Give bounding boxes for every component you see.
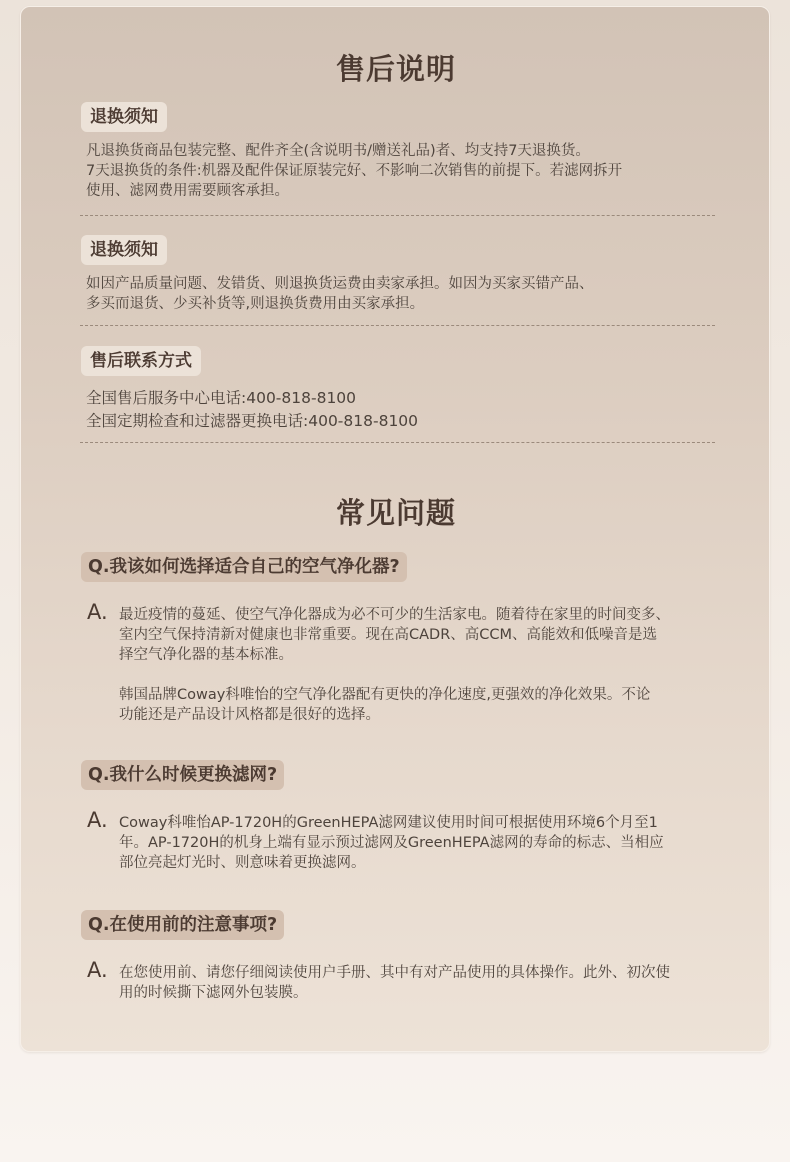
faq-answer: [119, 963, 715, 1003]
text-line: 择空气净化器的基本标准。: [119, 647, 293, 663]
text-line: 部位亮起灯光时、则意味着更换滤网。: [119, 855, 366, 871]
text-line: 韩国品牌Coway科唯怡的空气净化器配有更快的净化速度,更强效的净化效果。不论: [119, 687, 651, 703]
text-line: 多买而退货、少买补货等,则退换货费用由买家承担。: [86, 296, 425, 312]
text-line: 使用、滤网费用需要顾客承担。: [86, 183, 289, 199]
text-line: 如因产品质量问题、发错货、则退换货运费由卖家承担。如因为买家买错产品、: [86, 276, 594, 292]
faq-question: Q.我什么时候更换滤网?: [81, 760, 284, 790]
return-shipping-label: 退换须知: [81, 235, 167, 265]
text-line: 7天退换货的条件:机器及配件保证原装完好、不影响二次销售的前提下。若滤网拆开: [86, 163, 623, 179]
return-policy-label: 退换须知: [81, 102, 167, 132]
return-shipping-text: [86, 274, 686, 314]
contact-text: [86, 387, 686, 433]
faq-title: 常见问题: [335, 496, 456, 530]
contact-label: 售后联系方式: [81, 346, 201, 376]
answer-mark: A.: [87, 958, 108, 982]
info-card: [20, 6, 770, 1052]
filter-phone-line: 全国定期检查和过滤器更换电话:400-818-8100: [86, 412, 419, 430]
answer-mark: A.: [87, 808, 108, 832]
faq-question: Q.在使用前的注意事项?: [81, 910, 284, 940]
text-line: 在您使用前、请您仔细阅读使用户手册、其中有对产品使用的具体操作。此外、初次使: [119, 965, 670, 981]
divider: [80, 442, 715, 443]
divider: [80, 325, 715, 326]
text-line: 凡退换货商品包装完整、配件齐全(含说明书/赠送礼品)者、均支持7天退换货。: [86, 143, 590, 159]
text-line: 用的时候撕下滤网外包装膜。: [119, 985, 308, 1001]
paragraph-gap: [119, 665, 715, 685]
text-line: 年。AP-1720H的机身上端有显示预过滤网及GreenHEPA滤网的寿命的标志、当相应: [119, 835, 664, 851]
divider: [80, 215, 715, 216]
text-line: 室内空气保持清新对健康也非常重要。现在高CADR、高CCM、高能效和低噪音是选: [119, 627, 658, 643]
faq-answer: [119, 813, 715, 873]
answer-mark: A.: [87, 600, 108, 624]
after-sales-title: 售后说明: [335, 52, 456, 86]
faq-answer: [119, 605, 715, 725]
text-line: 功能还是产品设计风格都是很好的选择。: [119, 707, 380, 723]
faq-question: Q.我该如何选择适合自己的空气净化器?: [81, 552, 407, 582]
text-line: 最近疫情的蔓延、使空气净化器成为必不可少的生活家电。随着待在家里的时间变多、: [119, 607, 670, 623]
service-phone-line: 全国售后服务中心电话:400-818-8100: [86, 389, 357, 407]
text-line: Coway科唯怡AP-1720H的GreenHEPA滤网建议使用时间可根据使用环境6个月至1: [119, 815, 658, 831]
return-policy-text: [86, 141, 686, 201]
